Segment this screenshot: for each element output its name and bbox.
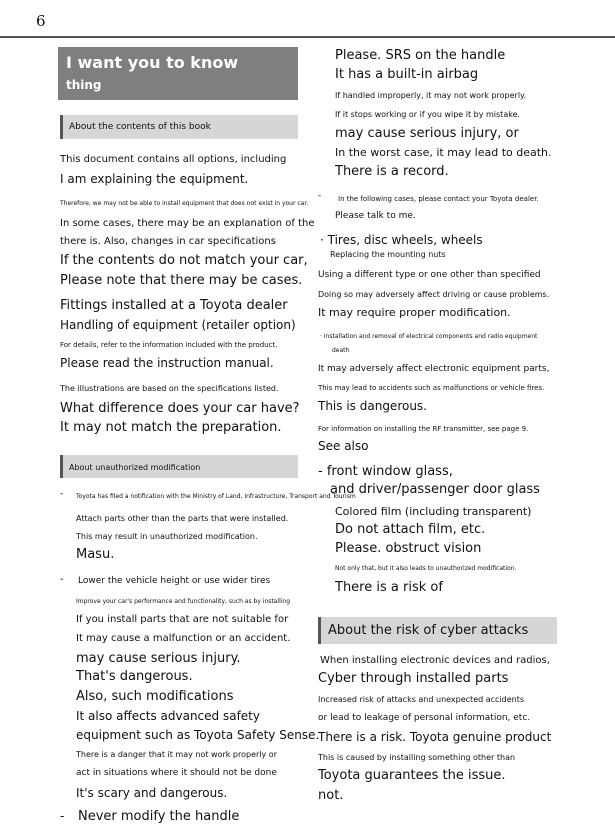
body-text: and driver/passenger door glass (330, 482, 540, 497)
fine-print: Improve your car's performance and functionality, such as by installing (76, 598, 291, 605)
fine-print: This may lead to accidents such as malfunctions or vehicle fires. (318, 384, 545, 392)
body-text: act in situations where it should not be done (76, 768, 277, 778)
body-text: not. (318, 788, 344, 803)
body-text: In some cases, there may be an explanation of the (60, 218, 315, 229)
list-item: - front window glass, (318, 464, 453, 479)
body-text: Handling of equipment (retailer option) (60, 318, 296, 332)
body-text: It has a built-in airbag (335, 67, 479, 82)
page-subtitle: thing (66, 78, 102, 92)
page-title: I want you to know (66, 53, 239, 72)
fine-print: Toyota has filed a notification with the Ministry of Land, Infrastructure, Transport and Tourism (76, 493, 356, 500)
body-text: There is a danger that it may not work properly or (76, 750, 277, 759)
section-heading-cyber: About the risk of cyber attacks (328, 623, 529, 638)
body-text: If handled improperly, it may not work properly. (335, 91, 527, 100)
body-text: Do not attach film, etc. (335, 522, 486, 537)
list-item: · Installation and removal of electrical components and radio equipment (320, 333, 538, 340)
body-text: It may cause a malfunction or an accident. (76, 633, 291, 644)
body-text: there is. Also, changes in car specifications (60, 236, 276, 247)
body-text: That's dangerous. (76, 669, 193, 684)
body-text: It's scary and dangerous. (76, 786, 228, 800)
page-number: 6 (36, 12, 46, 30)
fine-print: For information on installing the RF transmitter, see page 9. (318, 425, 529, 433)
body-text: Replacing the mounting nuts (330, 250, 446, 259)
body-text: This is dangerous. (318, 399, 427, 413)
body-text: This may result in unauthorized modification. (76, 532, 258, 541)
fine-print: Not only that, but it also leads to unauthorized modification. (335, 565, 517, 572)
body-text: There is a record. (335, 164, 449, 179)
body-text: Masu. (76, 547, 115, 562)
list-item: · Tires, disc wheels, wheels (320, 233, 483, 247)
body-text: Please. SRS on the handle (335, 48, 506, 63)
body-text: Please talk to me. (335, 211, 416, 221)
body-text: Please read the instruction manual. (60, 356, 274, 370)
body-text: This is caused by installing something other than (318, 753, 516, 762)
header-rule (0, 36, 615, 38)
fine-print: In the following cases, please contact your Toyota dealer. (338, 195, 539, 203)
list-dash: - (60, 489, 64, 499)
body-text: It may not match the preparation. (60, 420, 282, 435)
body-text: Attach parts other than the parts that were installed. (76, 514, 289, 523)
body-text: Cyber through installed parts (318, 671, 509, 686)
body-text: It also affects advanced safety (76, 709, 260, 723)
body-text: It may adversely affect electronic equipment parts, (318, 364, 550, 374)
body-text: Toyota guarantees the issue. (318, 768, 506, 783)
body-text: In the worst case, it may lead to death. (335, 146, 552, 159)
body-text: Increased risk of attacks and unexpected accidents (318, 695, 525, 704)
body-text: I am explaining the equipment. (60, 172, 249, 186)
body-text: There is a risk. Toyota genuine product (318, 730, 552, 744)
body-text: Colored film (including transparent) (335, 505, 532, 518)
body-text: equipment such as Toyota Safety Sense. (76, 728, 320, 742)
list-dash: - (60, 809, 65, 823)
body-text: If you install parts that are not suitable for (76, 614, 289, 625)
body-text: If the contents do not match your car, (60, 253, 308, 268)
fine-print: For details, refer to the information included with the product. (60, 341, 278, 349)
body-text: See also (318, 439, 369, 453)
fine-print: The illustrations are based on the specifications listed. (60, 384, 279, 393)
body-text: Also, such modifications (76, 689, 234, 704)
body-text: Fittings installed at a Toyota dealer (60, 298, 288, 313)
fine-print: death (332, 347, 350, 354)
body-text: There is a risk of (335, 580, 443, 595)
body-text: Lower the vehicle height or use wider tires (78, 576, 271, 586)
body-text: Never modify the handle (78, 809, 240, 824)
body-text: may cause serious injury. (76, 651, 241, 666)
list-dash: - (60, 574, 64, 585)
list-dash: - (318, 191, 322, 201)
body-text: What difference does your car have? (60, 401, 300, 416)
body-text: It may require proper modification. (318, 306, 511, 319)
body-text: may cause serious injury, or (335, 126, 519, 141)
body-text: Please. obstruct vision (335, 541, 482, 556)
body-text: When installing electronic devices and radios, (320, 655, 550, 666)
body-text: Using a different type or one other than specified (318, 270, 541, 280)
body-text: or lead to leakage of personal information, etc. (318, 713, 531, 723)
fine-print: Therefore, we may not be able to install equipment that does not exist in your car. (60, 200, 309, 207)
section-heading-modification: About unauthorized modification (69, 463, 201, 472)
section-heading-contents: About the contents of this book (69, 122, 211, 132)
body-text: Doing so may adversely affect driving or cause problems. (318, 290, 550, 299)
body-text: Please note that there may be cases. (60, 273, 303, 288)
body-text: This document contains all options, including (60, 154, 287, 165)
body-text: If it stops working or if you wipe it by mistake. (335, 110, 521, 119)
